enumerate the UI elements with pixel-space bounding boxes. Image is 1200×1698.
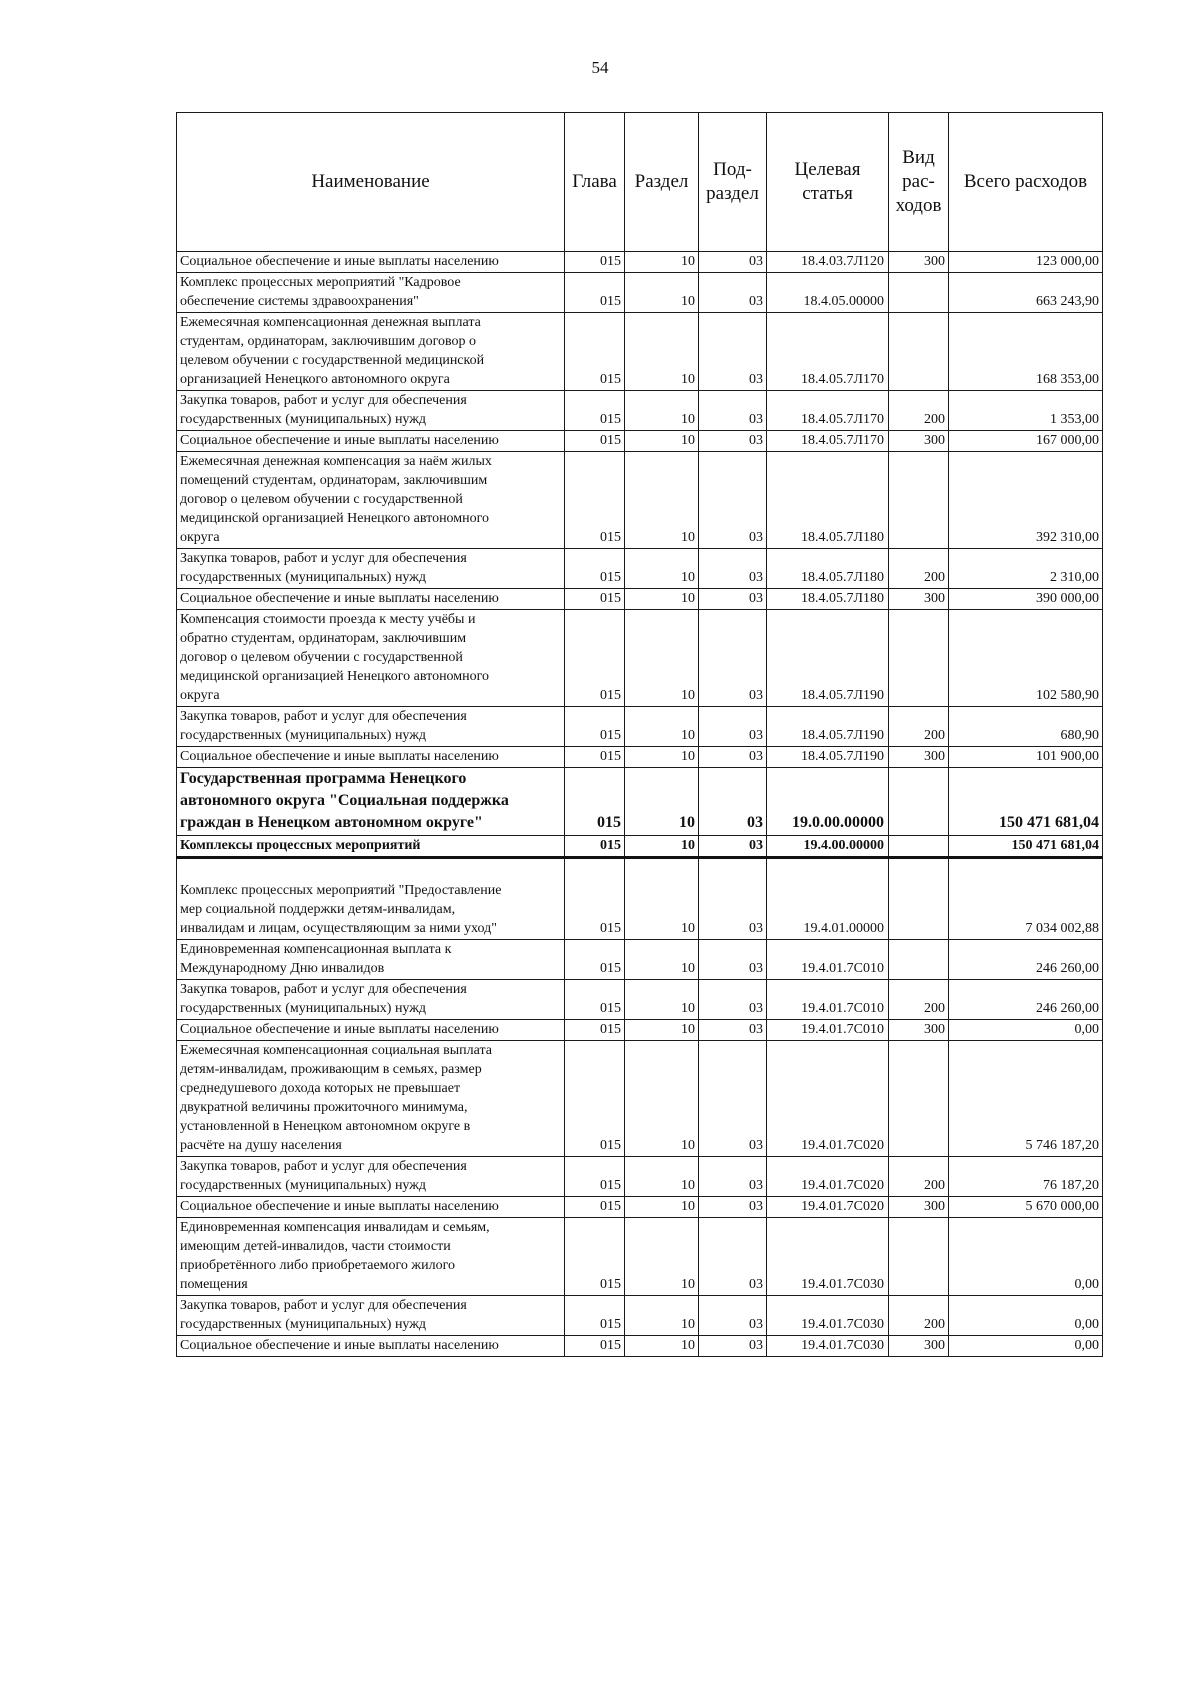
header-razdel: Раздел (625, 113, 699, 252)
table-row (177, 1020, 1103, 1041)
cell-podrazdel: 03 (699, 858, 767, 940)
cell-total: 168 353,00 (949, 313, 1103, 391)
header-name: Наименование (177, 113, 565, 252)
cell-total: 167 000,00 (949, 431, 1103, 452)
cell-name: Социальное обеспечение и иные выплаты населению (177, 589, 565, 610)
cell-glava: 015 (565, 589, 625, 610)
cell-celevaya-statya: 18.4.05.7Л170 (767, 431, 889, 452)
table-row (177, 452, 1103, 549)
cell-total: 246 260,00 (949, 980, 1103, 1020)
cell-glava: 015 (565, 707, 625, 747)
cell-celevaya-statya: 19.4.01.7С010 (767, 940, 889, 980)
cell-name: Комплекс процессных мероприятий "Предоставление мер социальной поддержки детям-инвалидам, инвалидам и лицам, осуществляющим за ними уход" (177, 858, 565, 940)
cell-name: Социальное обеспечение и иные выплаты населению (177, 1336, 565, 1357)
cell-name: Единовременная компенсация инвалидам и семьям, имеющим детей-инвалидов, части стоимости приобретённого либо приобретаемого жилого помещения (177, 1218, 565, 1296)
cell-name: Комплексы процессных мероприятий (177, 836, 565, 858)
cell-vid-rashodov (889, 768, 949, 836)
table-header-row (177, 113, 1103, 252)
cell-total: 123 000,00 (949, 252, 1103, 273)
cell-glava: 015 (565, 980, 625, 1020)
cell-razdel: 10 (625, 273, 699, 313)
cell-celevaya-statya: 18.4.05.7Л190 (767, 747, 889, 768)
cell-total: 101 900,00 (949, 747, 1103, 768)
table-row (177, 980, 1103, 1020)
cell-celevaya-statya: 19.4.01.7С030 (767, 1296, 889, 1336)
cell-razdel: 10 (625, 589, 699, 610)
cell-vid-rashodov: 300 (889, 1336, 949, 1357)
cell-glava: 015 (565, 1218, 625, 1296)
cell-name: Закупка товаров, работ и услуг для обеспечения государственных (муниципальных) нужд (177, 549, 565, 589)
cell-vid-rashodov (889, 313, 949, 391)
cell-name: Закупка товаров, работ и услуг для обеспечения государственных (муниципальных) нужд (177, 1157, 565, 1197)
cell-total: 76 187,20 (949, 1157, 1103, 1197)
cell-vid-rashodov (889, 836, 949, 858)
cell-total: 390 000,00 (949, 589, 1103, 610)
cell-name: Компенсация стоимости проезда к месту учёбы и обратно студентам, ординаторам, заключившим договор о целевом обучении с государственной медицинской организацией Ненецкого автономного округа (177, 610, 565, 707)
table-row (177, 707, 1103, 747)
cell-podrazdel: 03 (699, 610, 767, 707)
cell-celevaya-statya: 19.4.01.00000 (767, 858, 889, 940)
cell-podrazdel: 03 (699, 1197, 767, 1218)
cell-razdel: 10 (625, 610, 699, 707)
table-body (177, 252, 1103, 1357)
cell-razdel: 10 (625, 940, 699, 980)
cell-vid-rashodov: 200 (889, 980, 949, 1020)
cell-vid-rashodov (889, 1218, 949, 1296)
cell-razdel: 10 (625, 452, 699, 549)
cell-total: 246 260,00 (949, 940, 1103, 980)
cell-celevaya-statya: 19.4.01.7С020 (767, 1197, 889, 1218)
cell-vid-rashodov: 300 (889, 1197, 949, 1218)
cell-name: Закупка товаров, работ и услуг для обеспечения государственных (муниципальных) нужд (177, 707, 565, 747)
table-row (177, 391, 1103, 431)
cell-total: 663 243,90 (949, 273, 1103, 313)
cell-razdel: 10 (625, 768, 699, 836)
cell-razdel: 10 (625, 858, 699, 940)
table-row (177, 549, 1103, 589)
page-number: 54 (591, 58, 609, 77)
cell-total: 5 746 187,20 (949, 1041, 1103, 1157)
table-row (177, 1218, 1103, 1296)
cell-podrazdel: 03 (699, 391, 767, 431)
cell-glava: 015 (565, 1157, 625, 1197)
cell-podrazdel: 03 (699, 1296, 767, 1336)
table-row (177, 313, 1103, 391)
cell-vid-rashodov: 200 (889, 391, 949, 431)
cell-celevaya-statya: 19.4.01.7С010 (767, 1020, 889, 1041)
cell-vid-rashodov (889, 452, 949, 549)
cell-name: Ежемесячная компенсационная социальная выплата детям-инвалидам, проживающим в семьях, размер среднедушевого дохода которых не превышает двукратной величины прожиточного минимума, установленной в Ненецком автономном округе в расчёте на душу населения (177, 1041, 565, 1157)
cell-glava: 015 (565, 610, 625, 707)
cell-vid-rashodov: 200 (889, 707, 949, 747)
table-row (177, 431, 1103, 452)
cell-total: 7 034 002,88 (949, 858, 1103, 940)
cell-razdel: 10 (625, 1296, 699, 1336)
cell-celevaya-statya: 18.4.05.7Л190 (767, 707, 889, 747)
cell-glava: 015 (565, 549, 625, 589)
cell-name: Комплекс процессных мероприятий "Кадровое обеспечение системы здравоохранения" (177, 273, 565, 313)
cell-total: 392 310,00 (949, 452, 1103, 549)
cell-vid-rashodov (889, 858, 949, 940)
cell-razdel: 10 (625, 1218, 699, 1296)
cell-podrazdel: 03 (699, 1218, 767, 1296)
cell-podrazdel: 03 (699, 549, 767, 589)
cell-celevaya-statya: 18.4.05.7Л170 (767, 313, 889, 391)
cell-name: Социальное обеспечение и иные выплаты населению (177, 252, 565, 273)
cell-name: Социальное обеспечение и иные выплаты населению (177, 431, 565, 452)
cell-razdel: 10 (625, 707, 699, 747)
cell-razdel: 10 (625, 1157, 699, 1197)
table-row (177, 940, 1103, 980)
cell-celevaya-statya: 18.4.05.00000 (767, 273, 889, 313)
cell-podrazdel: 03 (699, 836, 767, 858)
cell-podrazdel: 03 (699, 589, 767, 610)
cell-vid-rashodov (889, 940, 949, 980)
cell-total: 0,00 (949, 1336, 1103, 1357)
cell-razdel: 10 (625, 391, 699, 431)
budget-table (176, 112, 1103, 1357)
cell-vid-rashodov: 200 (889, 1296, 949, 1336)
cell-razdel: 10 (625, 1041, 699, 1157)
table-row (177, 1041, 1103, 1157)
header-podrazdel: Под- раздел (699, 113, 767, 252)
header-vid-rashodov: Вид рас- ходов (889, 113, 949, 252)
cell-razdel: 10 (625, 252, 699, 273)
cell-name: Социальное обеспечение и иные выплаты населению (177, 1197, 565, 1218)
cell-glava: 015 (565, 313, 625, 391)
cell-vid-rashodov: 300 (889, 252, 949, 273)
cell-razdel: 10 (625, 549, 699, 589)
table-row (177, 858, 1103, 940)
cell-glava: 015 (565, 1336, 625, 1357)
cell-vid-rashodov (889, 610, 949, 707)
cell-name: Социальное обеспечение и иные выплаты населению (177, 747, 565, 768)
cell-total: 0,00 (949, 1020, 1103, 1041)
header-glava: Глава (565, 113, 625, 252)
cell-total: 0,00 (949, 1296, 1103, 1336)
cell-podrazdel: 03 (699, 1041, 767, 1157)
table-row (177, 836, 1103, 858)
cell-podrazdel: 03 (699, 1157, 767, 1197)
cell-vid-rashodov: 200 (889, 549, 949, 589)
table-row (177, 1296, 1103, 1336)
cell-glava: 015 (565, 1020, 625, 1041)
cell-razdel: 10 (625, 747, 699, 768)
cell-podrazdel: 03 (699, 1020, 767, 1041)
cell-celevaya-statya: 18.4.05.7Л170 (767, 391, 889, 431)
cell-podrazdel: 03 (699, 940, 767, 980)
cell-podrazdel: 03 (699, 747, 767, 768)
cell-podrazdel: 03 (699, 252, 767, 273)
cell-glava: 015 (565, 452, 625, 549)
cell-razdel: 10 (625, 431, 699, 452)
cell-total: 150 471 681,04 (949, 836, 1103, 858)
cell-glava: 015 (565, 836, 625, 858)
cell-name: Закупка товаров, работ и услуг для обеспечения государственных (муниципальных) нужд (177, 391, 565, 431)
cell-podrazdel: 03 (699, 452, 767, 549)
cell-podrazdel: 03 (699, 313, 767, 391)
cell-name: Закупка товаров, работ и услуг для обеспечения государственных (муниципальных) нужд (177, 1296, 565, 1336)
cell-celevaya-statya: 18.4.03.7Л120 (767, 252, 889, 273)
cell-total: 5 670 000,00 (949, 1197, 1103, 1218)
cell-celevaya-statya: 18.4.05.7Л180 (767, 452, 889, 549)
cell-podrazdel: 03 (699, 273, 767, 313)
cell-razdel: 10 (625, 1336, 699, 1357)
cell-total: 2 310,00 (949, 549, 1103, 589)
table-row (177, 747, 1103, 768)
table-row (177, 1197, 1103, 1218)
cell-total: 0,00 (949, 1218, 1103, 1296)
cell-celevaya-statya: 19.4.01.7С020 (767, 1157, 889, 1197)
cell-name: Социальное обеспечение и иные выплаты населению (177, 1020, 565, 1041)
header-celevaya-statya: Целевая статья (767, 113, 889, 252)
cell-vid-rashodov: 200 (889, 1157, 949, 1197)
cell-glava: 015 (565, 1197, 625, 1218)
cell-glava: 015 (565, 1296, 625, 1336)
cell-celevaya-statya: 18.4.05.7Л190 (767, 610, 889, 707)
cell-razdel: 10 (625, 313, 699, 391)
cell-vid-rashodov (889, 273, 949, 313)
cell-podrazdel: 03 (699, 1336, 767, 1357)
cell-name: Государственная программа Ненецкого автономного округа "Социальная поддержка граждан в Ненецком автономном округе" (177, 768, 565, 836)
table-row (177, 589, 1103, 610)
cell-razdel: 10 (625, 1197, 699, 1218)
cell-vid-rashodov: 300 (889, 1020, 949, 1041)
cell-total: 680,90 (949, 707, 1103, 747)
cell-celevaya-statya: 19.4.01.7С030 (767, 1218, 889, 1296)
cell-celevaya-statya: 19.4.01.7С030 (767, 1336, 889, 1357)
cell-celevaya-statya: 19.4.01.7С010 (767, 980, 889, 1020)
cell-glava: 015 (565, 252, 625, 273)
cell-razdel: 10 (625, 836, 699, 858)
cell-total: 102 580,90 (949, 610, 1103, 707)
cell-podrazdel: 03 (699, 707, 767, 747)
cell-name: Ежемесячная компенсационная денежная выплата студентам, ординаторам, заключившим договор о целевом обучении с государственной медицинской организацией Ненецкого автономного округа (177, 313, 565, 391)
cell-celevaya-statya: 19.0.00.00000 (767, 768, 889, 836)
cell-celevaya-statya: 19.4.01.7С020 (767, 1041, 889, 1157)
table-row (177, 252, 1103, 273)
cell-razdel: 10 (625, 980, 699, 1020)
cell-podrazdel: 03 (699, 768, 767, 836)
cell-vid-rashodov (889, 1041, 949, 1157)
cell-celevaya-statya: 18.4.05.7Л180 (767, 589, 889, 610)
cell-glava: 015 (565, 747, 625, 768)
cell-glava: 015 (565, 431, 625, 452)
cell-vid-rashodov: 300 (889, 747, 949, 768)
table-row (177, 768, 1103, 836)
cell-vid-rashodov: 300 (889, 589, 949, 610)
cell-podrazdel: 03 (699, 980, 767, 1020)
cell-name: Ежемесячная денежная компенсация за наём жилых помещений студентам, ординаторам, заключившим договор о целевом обучении с государственной медицинской организацией Ненецкого автономного округа (177, 452, 565, 549)
cell-name: Закупка товаров, работ и услуг для обеспечения государственных (муниципальных) нужд (177, 980, 565, 1020)
cell-glava: 015 (565, 1041, 625, 1157)
cell-glava: 015 (565, 273, 625, 313)
cell-razdel: 10 (625, 1020, 699, 1041)
cell-celevaya-statya: 18.4.05.7Л180 (767, 549, 889, 589)
table-row (177, 1157, 1103, 1197)
cell-podrazdel: 03 (699, 431, 767, 452)
table-row (177, 273, 1103, 313)
cell-total: 150 471 681,04 (949, 768, 1103, 836)
cell-total: 1 353,00 (949, 391, 1103, 431)
table-row (177, 610, 1103, 707)
table-row (177, 1336, 1103, 1357)
header-total: Всего расходов (949, 113, 1103, 252)
cell-vid-rashodov: 300 (889, 431, 949, 452)
cell-name: Единовременная компенсационная выплата к Международному Дню инвалидов (177, 940, 565, 980)
cell-glava: 015 (565, 940, 625, 980)
cell-glava: 015 (565, 391, 625, 431)
cell-celevaya-statya: 19.4.00.00000 (767, 836, 889, 858)
cell-glava: 015 (565, 858, 625, 940)
cell-glava: 015 (565, 768, 625, 836)
